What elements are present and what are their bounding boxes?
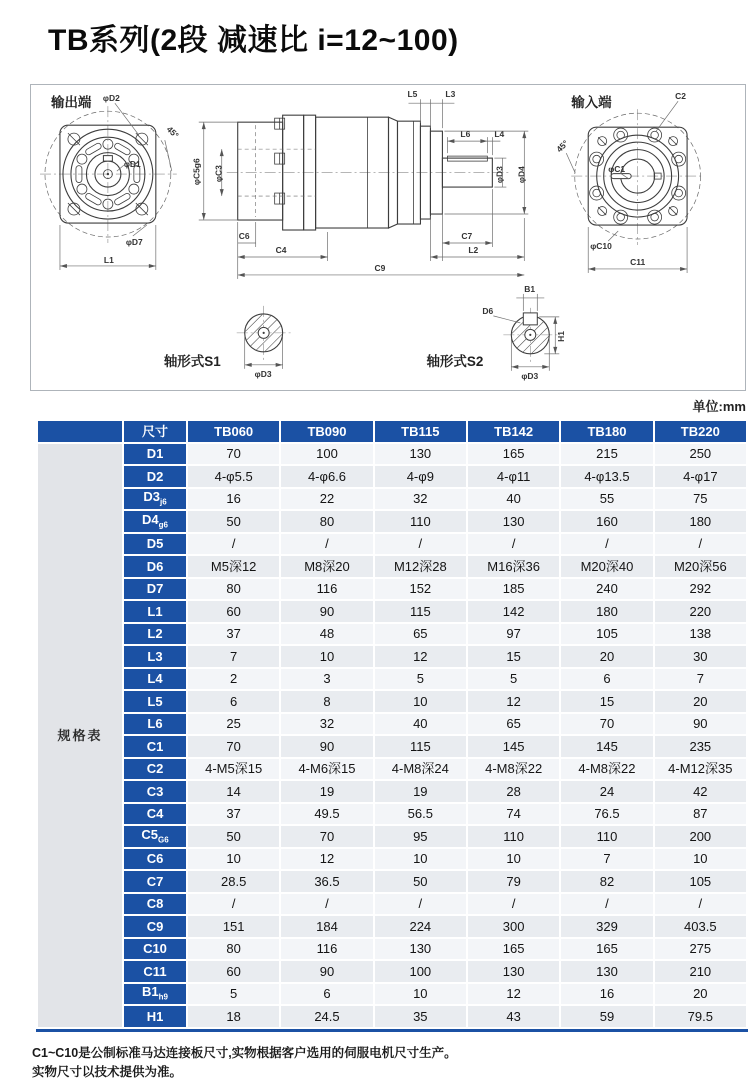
- value-cell: 49.5: [281, 804, 372, 825]
- column-header: TB090: [281, 421, 372, 442]
- value-cell: 240: [561, 579, 652, 600]
- value-cell: 5: [188, 984, 279, 1005]
- value-cell: 100: [281, 444, 372, 465]
- page-title: TB系列(2段 减速比 i=12~100): [48, 24, 459, 57]
- table-row: [38, 961, 746, 982]
- value-cell: 185: [468, 579, 559, 600]
- value-cell: 300: [468, 916, 559, 937]
- row-label: L2: [124, 624, 186, 645]
- dim-c5-label: φC5g6: [191, 158, 202, 186]
- row-label: C6: [124, 849, 186, 870]
- value-cell: 7: [561, 849, 652, 870]
- value-cell: 180: [561, 601, 652, 622]
- table-row: [38, 1006, 746, 1027]
- value-cell: 7: [655, 669, 746, 690]
- value-cell: 18: [188, 1006, 279, 1027]
- value-cell: 20: [561, 646, 652, 667]
- shaft-s2-label: 轴形式S2: [426, 353, 484, 369]
- table-row: [38, 646, 746, 667]
- value-cell: 60: [188, 961, 279, 982]
- dim-l5-label: L5: [407, 89, 418, 100]
- value-cell: 145: [561, 736, 652, 757]
- row-label: L4: [124, 669, 186, 690]
- value-cell: /: [375, 894, 466, 915]
- footer-note-line: C1~C10是公制标准马达连接板尺寸,实物根据客户选用的伺服电机尺寸生产。: [32, 1046, 457, 1060]
- dim-angle-right-label: 45°: [554, 138, 571, 155]
- row-label: $C5_{G6}$: [124, 826, 186, 847]
- row-label: $D4_{g6}$: [124, 511, 186, 532]
- value-cell: 250: [655, 444, 746, 465]
- dim-c4-label: C4: [275, 244, 287, 255]
- value-cell: 4-M6深15: [281, 759, 372, 780]
- value-cell: M20深56: [655, 556, 746, 577]
- row-label: C7: [124, 871, 186, 892]
- dim-s2-h1-label: H1: [556, 331, 567, 342]
- value-cell: 79: [468, 871, 559, 892]
- table-row: [38, 781, 746, 802]
- value-cell: 184: [281, 916, 372, 937]
- value-cell: 80: [188, 939, 279, 960]
- value-cell: 76.5: [561, 804, 652, 825]
- table-corner-cell: [38, 421, 122, 442]
- value-cell: 130: [561, 961, 652, 982]
- dim-l2-label: L2: [468, 244, 479, 255]
- value-cell: 4-φ9: [375, 466, 466, 487]
- table-row: [38, 556, 746, 577]
- row-label: L3: [124, 646, 186, 667]
- value-cell: 165: [468, 444, 559, 465]
- value-cell: /: [188, 894, 279, 915]
- value-cell: 43: [468, 1006, 559, 1027]
- value-cell: 165: [561, 939, 652, 960]
- value-cell: 130: [468, 511, 559, 532]
- value-cell: 79.5: [655, 1006, 746, 1027]
- value-cell: 16: [561, 984, 652, 1005]
- value-cell: 100: [375, 961, 466, 982]
- value-cell: 20: [655, 984, 746, 1005]
- table-row: [38, 984, 746, 1005]
- table-row: [38, 511, 746, 532]
- value-cell: /: [188, 534, 279, 555]
- value-cell: 87: [655, 804, 746, 825]
- row-label: $B1_{h9}$: [124, 984, 186, 1005]
- table-row: [38, 489, 746, 510]
- value-cell: 37: [188, 804, 279, 825]
- row-label: C3: [124, 781, 186, 802]
- table-row: [38, 894, 746, 915]
- row-label: D6: [124, 556, 186, 577]
- value-cell: /: [655, 534, 746, 555]
- table-row: [38, 601, 746, 622]
- value-cell: 36.5: [281, 871, 372, 892]
- table-row: [38, 624, 746, 645]
- side-view: [192, 89, 529, 279]
- value-cell: 50: [188, 511, 279, 532]
- value-cell: 215: [561, 444, 652, 465]
- value-cell: 138: [655, 624, 746, 645]
- value-cell: 4-M5深15: [188, 759, 279, 780]
- value-cell: 329: [561, 916, 652, 937]
- dim-c11-label: C11: [630, 256, 646, 267]
- value-cell: 24: [561, 781, 652, 802]
- value-cell: 130: [468, 961, 559, 982]
- value-cell: 90: [655, 714, 746, 735]
- row-label: C9: [124, 916, 186, 937]
- value-cell: 110: [375, 511, 466, 532]
- value-cell: 5: [468, 669, 559, 690]
- value-cell: 70: [561, 714, 652, 735]
- value-cell: 19: [375, 781, 466, 802]
- shaft-s2-view: [426, 284, 566, 381]
- table-row: [38, 691, 746, 712]
- shaft-s1-view: [164, 306, 291, 379]
- value-cell: 145: [468, 736, 559, 757]
- value-cell: 12: [281, 849, 372, 870]
- value-cell: 6: [188, 691, 279, 712]
- value-cell: 40: [468, 489, 559, 510]
- value-cell: 4-φ11: [468, 466, 559, 487]
- value-cell: 210: [655, 961, 746, 982]
- column-header: TB060: [188, 421, 279, 442]
- row-label: C1: [124, 736, 186, 757]
- dim-angle-left-label: 45°: [164, 124, 181, 141]
- value-cell: 80: [188, 579, 279, 600]
- value-cell: /: [375, 534, 466, 555]
- dim-d2-label: φD2: [102, 93, 120, 104]
- value-cell: M16深36: [468, 556, 559, 577]
- value-cell: 2: [188, 669, 279, 690]
- value-cell: 48: [281, 624, 372, 645]
- row-label: D5: [124, 534, 186, 555]
- dim-l1-label: L1: [103, 254, 114, 265]
- spec-table-wrap: [36, 419, 748, 1032]
- value-cell: 151: [188, 916, 279, 937]
- value-cell: 105: [655, 871, 746, 892]
- value-cell: 75: [655, 489, 746, 510]
- size-header-cell: 尺寸: [124, 421, 186, 442]
- value-cell: 22: [281, 489, 372, 510]
- value-cell: 130: [375, 444, 466, 465]
- dim-s2-b1-label: B1: [524, 283, 536, 294]
- footer-note-line: 实物尺寸以技术提供为准。: [32, 1065, 183, 1079]
- row-label: D1: [124, 444, 186, 465]
- footer-notes: [32, 1044, 732, 1082]
- value-cell: /: [281, 894, 372, 915]
- value-cell: 60: [188, 601, 279, 622]
- table-row: [38, 669, 746, 690]
- dim-c10-label: φC10: [590, 240, 612, 251]
- value-cell: 4-φ5.5: [188, 466, 279, 487]
- value-cell: 4-M8深22: [468, 759, 559, 780]
- value-cell: 6: [281, 984, 372, 1005]
- dim-s2-d6-label: D6: [482, 305, 494, 316]
- value-cell: 97: [468, 624, 559, 645]
- value-cell: 12: [468, 984, 559, 1005]
- value-cell: 403.5: [655, 916, 746, 937]
- value-cell: 42: [655, 781, 746, 802]
- row-label: C8: [124, 894, 186, 915]
- row-label: C4: [124, 804, 186, 825]
- value-cell: 110: [468, 826, 559, 847]
- input-end-view: [554, 91, 704, 273]
- value-cell: 12: [468, 691, 559, 712]
- value-cell: 20: [655, 691, 746, 712]
- column-header: TB220: [655, 421, 746, 442]
- value-cell: 180: [655, 511, 746, 532]
- technical-drawing: [31, 85, 745, 390]
- value-cell: 3: [281, 669, 372, 690]
- table-row: [38, 939, 746, 960]
- dim-c1-label: φC1: [608, 164, 626, 175]
- value-cell: 130: [375, 939, 466, 960]
- value-cell: 116: [281, 579, 372, 600]
- shaft-s1-label: 轴形式S1: [163, 353, 221, 369]
- table-row: [38, 534, 746, 555]
- value-cell: 10: [468, 849, 559, 870]
- value-cell: 105: [561, 624, 652, 645]
- table-row: [38, 849, 746, 870]
- value-cell: 32: [281, 714, 372, 735]
- value-cell: 116: [281, 939, 372, 960]
- table-row: [38, 444, 746, 465]
- row-label: D7: [124, 579, 186, 600]
- dim-d7-label: φD7: [125, 236, 143, 247]
- spec-table-body: [38, 444, 746, 1027]
- value-cell: 275: [655, 939, 746, 960]
- value-cell: 24.5: [281, 1006, 372, 1027]
- value-cell: 40: [375, 714, 466, 735]
- value-cell: 4-φ6.6: [281, 466, 372, 487]
- input-end-label: 输入端: [571, 95, 612, 111]
- value-cell: 16: [188, 489, 279, 510]
- row-label: C10: [124, 939, 186, 960]
- value-cell: 292: [655, 579, 746, 600]
- value-cell: M5深12: [188, 556, 279, 577]
- value-cell: 28.5: [188, 871, 279, 892]
- value-cell: 4-φ13.5: [561, 466, 652, 487]
- dim-d3-side-label: φD3: [494, 166, 505, 184]
- value-cell: 165: [468, 939, 559, 960]
- value-cell: 224: [375, 916, 466, 937]
- value-cell: 30: [655, 646, 746, 667]
- value-cell: 25: [188, 714, 279, 735]
- row-label: C2: [124, 759, 186, 780]
- value-cell: /: [561, 534, 652, 555]
- value-cell: 142: [468, 601, 559, 622]
- table-row: [38, 804, 746, 825]
- value-cell: 10: [188, 849, 279, 870]
- value-cell: 56.5: [375, 804, 466, 825]
- value-cell: 4-M8深22: [561, 759, 652, 780]
- dim-c3-label: φC3: [213, 165, 224, 183]
- spec-table-head-row: [38, 421, 746, 442]
- value-cell: 10: [281, 646, 372, 667]
- dim-c6-label: C6: [238, 230, 250, 241]
- value-cell: 220: [655, 601, 746, 622]
- value-cell: 55: [561, 489, 652, 510]
- value-cell: 59: [561, 1006, 652, 1027]
- value-cell: 110: [561, 826, 652, 847]
- value-cell: 4-M12深35: [655, 759, 746, 780]
- table-row: [38, 759, 746, 780]
- row-label: D2: [124, 466, 186, 487]
- table-row: [38, 714, 746, 735]
- value-cell: 70: [188, 736, 279, 757]
- value-cell: 10: [375, 984, 466, 1005]
- dim-d4-label: φD4: [516, 166, 527, 184]
- value-cell: /: [468, 534, 559, 555]
- dim-s2-d3-label: φD3: [521, 370, 539, 381]
- value-cell: 160: [561, 511, 652, 532]
- value-cell: 6: [561, 669, 652, 690]
- value-cell: 7: [188, 646, 279, 667]
- value-cell: 10: [375, 691, 466, 712]
- table-row: [38, 466, 746, 487]
- value-cell: /: [281, 534, 372, 555]
- value-cell: 8: [281, 691, 372, 712]
- value-cell: 90: [281, 736, 372, 757]
- value-cell: 4-M8深24: [375, 759, 466, 780]
- value-cell: M20深40: [561, 556, 652, 577]
- value-cell: 28: [468, 781, 559, 802]
- value-cell: 74: [468, 804, 559, 825]
- column-header: TB142: [468, 421, 559, 442]
- row-label: L5: [124, 691, 186, 712]
- column-header: TB115: [375, 421, 466, 442]
- value-cell: 4-φ17: [655, 466, 746, 487]
- table-side-label: 规格表: [38, 444, 122, 1027]
- value-cell: 65: [375, 624, 466, 645]
- value-cell: /: [468, 894, 559, 915]
- value-cell: 235: [655, 736, 746, 757]
- value-cell: /: [561, 894, 652, 915]
- value-cell: 70: [281, 826, 372, 847]
- dim-c2-label: C2: [675, 91, 686, 102]
- value-cell: 12: [375, 646, 466, 667]
- value-cell: 19: [281, 781, 372, 802]
- spec-table: [36, 419, 748, 1032]
- value-cell: 70: [188, 444, 279, 465]
- value-cell: 50: [375, 871, 466, 892]
- table-row: [38, 736, 746, 757]
- value-cell: 65: [468, 714, 559, 735]
- value-cell: 90: [281, 601, 372, 622]
- value-cell: 15: [561, 691, 652, 712]
- row-label: L6: [124, 714, 186, 735]
- drawing-panel: [30, 84, 746, 391]
- value-cell: 82: [561, 871, 652, 892]
- output-end-view: [40, 93, 181, 270]
- dim-l6-label: L6: [460, 129, 471, 140]
- dim-c7-label: C7: [461, 230, 473, 241]
- value-cell: 95: [375, 826, 466, 847]
- value-cell: 50: [188, 826, 279, 847]
- unit-label: 单位:mm: [692, 399, 746, 414]
- value-cell: /: [655, 894, 746, 915]
- column-header: TB180: [561, 421, 652, 442]
- value-cell: 200: [655, 826, 746, 847]
- value-cell: 152: [375, 579, 466, 600]
- value-cell: 32: [375, 489, 466, 510]
- value-cell: M8深20: [281, 556, 372, 577]
- row-label: C11: [124, 961, 186, 982]
- table-row: [38, 826, 746, 847]
- dim-c9-label: C9: [374, 262, 386, 273]
- table-row: [38, 916, 746, 937]
- value-cell: 5: [375, 669, 466, 690]
- table-row: [38, 871, 746, 892]
- value-cell: 10: [375, 849, 466, 870]
- dim-l4-label: L4: [494, 129, 505, 140]
- row-label: $D3_{j6}$: [124, 489, 186, 510]
- value-cell: 15: [468, 646, 559, 667]
- value-cell: 37: [188, 624, 279, 645]
- value-cell: 14: [188, 781, 279, 802]
- dim-d1-label: φD1: [123, 159, 141, 170]
- row-label: H1: [124, 1006, 186, 1027]
- dim-l3-label: L3: [445, 89, 456, 100]
- value-cell: 10: [655, 849, 746, 870]
- value-cell: 90: [281, 961, 372, 982]
- value-cell: 115: [375, 736, 466, 757]
- value-cell: 80: [281, 511, 372, 532]
- value-cell: 35: [375, 1006, 466, 1027]
- table-row: [38, 579, 746, 600]
- dim-s1-d3-label: φD3: [254, 368, 272, 379]
- output-end-label: 输出端: [50, 95, 92, 111]
- value-cell: 115: [375, 601, 466, 622]
- value-cell: M12深28: [375, 556, 466, 577]
- row-label: L1: [124, 601, 186, 622]
